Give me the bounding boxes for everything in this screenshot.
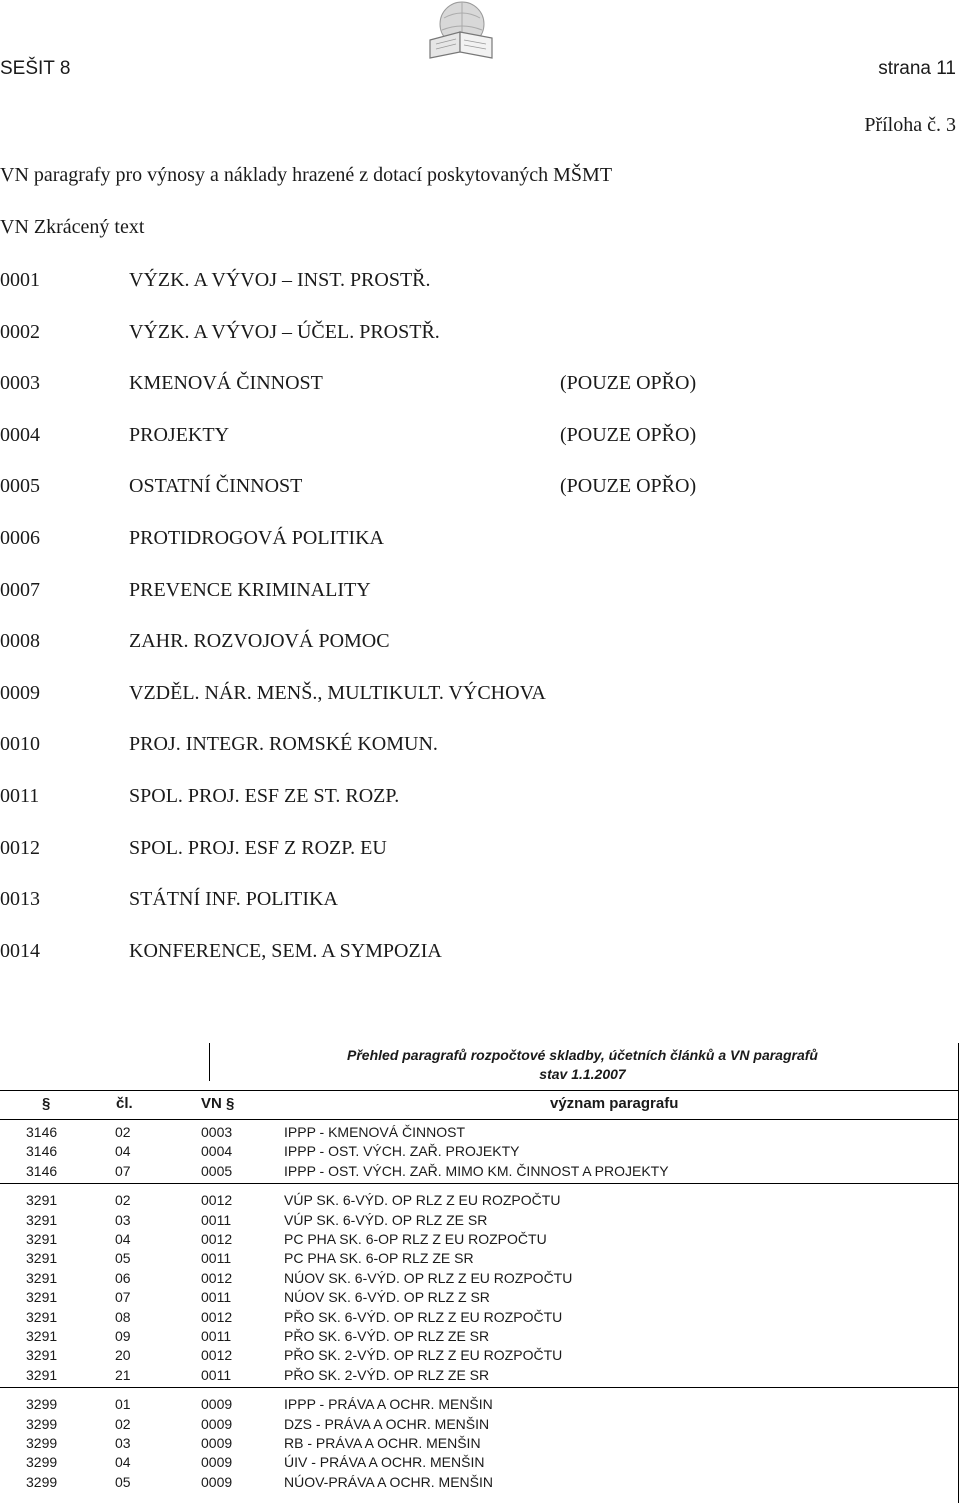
vn-code: 0007	[0, 579, 40, 601]
table-row	[0, 1124, 958, 1143]
vn-cell: 0004	[201, 1143, 233, 1159]
vn-cell: 0012	[201, 1347, 233, 1363]
paragraph-cell: 3291	[26, 1328, 58, 1344]
article-cell: 04	[115, 1231, 131, 1247]
meaning-cell: VÚP SK. 6-VÝD. OP RLZ Z EU ROZPOČTU	[284, 1192, 561, 1208]
table-row	[0, 1474, 958, 1493]
vn-text: PROJ. INTEGR. ROMSKÉ KOMUN.	[129, 733, 438, 755]
vn-cell: 0011	[201, 1328, 232, 1344]
article-cell: 01	[115, 1396, 131, 1412]
paragraph-cell: 3291	[26, 1192, 58, 1208]
vn-code: 0006	[0, 527, 40, 549]
meaning-cell: VÚP SK. 6-VÝD. OP RLZ ZE SR	[284, 1212, 488, 1228]
table-row	[0, 1143, 958, 1162]
vn-cell: 0009	[201, 1474, 233, 1490]
vn-text: VÝZK. A VÝVOJ – ÚČEL. PROSTŘ.	[129, 321, 440, 343]
vn-code: 0011	[0, 785, 40, 807]
article-cell: 03	[115, 1212, 131, 1228]
vn-cell: 0011	[201, 1212, 232, 1228]
table-row	[0, 1454, 958, 1473]
vn-code: 0004	[0, 424, 40, 446]
meaning-cell: ÚIV - PRÁVA A OCHR. MENŠIN	[284, 1454, 485, 1470]
article-cell: 02	[115, 1192, 131, 1208]
header-paragraph: §	[42, 1095, 51, 1112]
vn-text: OSTATNÍ ČINNOST	[129, 475, 303, 497]
vn-code: 0012	[0, 837, 40, 859]
overview-title-line2: stav 1.1.2007	[539, 1066, 626, 1082]
vn-cell: 0003	[201, 1124, 233, 1140]
article-cell: 04	[115, 1454, 131, 1470]
vn-cell: 0009	[201, 1435, 233, 1451]
meaning-cell: IPPP - PRÁVA A OCHR. MENŠIN	[284, 1396, 493, 1412]
vn-cell: 0009	[201, 1416, 233, 1432]
group-separator	[0, 1183, 958, 1184]
vn-code: 0010	[0, 733, 40, 755]
vn-code: 0013	[0, 888, 40, 910]
row-separator	[0, 1119, 958, 1120]
vn-text: VÝZK. A VÝVOJ – INST. PROSTŘ.	[129, 269, 431, 291]
booklet-number: SEŠIT 8	[0, 58, 71, 79]
paragraph-cell: 3291	[26, 1250, 58, 1266]
meaning-cell: IPPP - KMENOVÁ ČINNOST	[284, 1124, 465, 1140]
article-cell: 07	[115, 1163, 131, 1179]
paragraph-cell: 3299	[26, 1474, 58, 1490]
table-row	[0, 1289, 958, 1308]
table-row	[0, 1367, 958, 1386]
article-cell: 04	[115, 1143, 131, 1159]
vn-text: STÁTNÍ INF. POLITIKA	[129, 888, 338, 910]
article-cell: 02	[115, 1416, 131, 1432]
vn-text: PROJEKTY	[129, 424, 230, 446]
book-logo-icon	[422, 0, 500, 60]
vn-code: 0014	[0, 940, 40, 962]
vn-text: VZDĚL. NÁR. MENŠ., MULTIKULT. VÝCHOVA	[129, 682, 546, 704]
article-cell: 05	[115, 1250, 131, 1266]
table-row	[0, 1192, 958, 1211]
table-row	[0, 1231, 958, 1250]
vn-text: SPOL. PROJ. ESF ZE ST. ROZP.	[129, 785, 400, 807]
header-meaning: význam paragrafu	[550, 1095, 679, 1112]
header-vn: VN §	[201, 1095, 235, 1112]
paragraph-cell: 3299	[26, 1416, 58, 1432]
article-cell: 03	[115, 1435, 131, 1451]
article-cell: 05	[115, 1474, 131, 1490]
vn-text: KONFERENCE, SEM. A SYMPOZIA	[129, 940, 442, 962]
vn-cell: 0012	[201, 1231, 233, 1247]
table-row	[0, 1435, 958, 1454]
vn-text: KMENOVÁ ČINNOST	[129, 372, 323, 394]
vn-cell: 0012	[201, 1270, 233, 1286]
meaning-cell: PŘO SK. 6-VÝD. OP RLZ ZE SR	[284, 1328, 490, 1344]
vn-cell: 0009	[201, 1396, 233, 1412]
vn-code: 0001	[0, 269, 40, 291]
table-row	[0, 1396, 958, 1415]
paragraph-cell: 3291	[26, 1289, 58, 1305]
vn-cell: 0011	[201, 1289, 232, 1305]
table-row	[0, 1416, 958, 1435]
article-cell: 07	[115, 1289, 131, 1305]
table-row	[0, 1250, 958, 1269]
vn-code: 0005	[0, 475, 40, 497]
paragraph-cell: 3299	[26, 1454, 58, 1470]
meaning-cell: PC PHA SK. 6-OP RLZ ZE SR	[284, 1250, 474, 1266]
table-row	[0, 1212, 958, 1231]
vn-code: 0002	[0, 321, 40, 343]
meaning-cell: NÚOV-PRÁVA A OCHR. MENŠIN	[284, 1474, 494, 1490]
vn-note: (POUZE OPŘO)	[560, 475, 697, 497]
paragraph-cell: 3291	[26, 1212, 58, 1228]
meaning-cell: PŘO SK. 2-VÝD. OP RLZ ZE SR	[284, 1367, 490, 1383]
meaning-cell: PŘO SK. 6-VÝD. OP RLZ Z EU ROZPOČTU	[284, 1309, 563, 1325]
meaning-cell: NÚOV SK. 6-VÝD. OP RLZ Z SR	[284, 1289, 490, 1305]
paragraph-cell: 3291	[26, 1270, 58, 1286]
group-separator	[0, 1387, 958, 1388]
meaning-cell: IPPP - OST. VÝCH. ZAŘ. MIMO KM. ČINNOST A PROJEKTY	[284, 1163, 669, 1179]
vn-text: ZAHR. ROZVOJOVÁ POMOC	[129, 630, 390, 652]
paragraph-cell: 3146	[26, 1163, 58, 1179]
table-row	[0, 1270, 958, 1289]
paragraph-cell: 3146	[26, 1143, 58, 1159]
meaning-cell: DZS - PRÁVA A OCHR. MENŠIN	[284, 1416, 490, 1432]
vn-cell: 0009	[201, 1454, 233, 1470]
list-header: VN Zkrácený text	[0, 216, 145, 238]
vn-code: 0008	[0, 630, 40, 652]
vn-cell: 0011	[201, 1250, 232, 1266]
vn-cell: 0011	[201, 1367, 232, 1383]
overview-header-row	[0, 1095, 958, 1117]
paragraph-cell: 3299	[26, 1435, 58, 1451]
article-cell: 02	[115, 1124, 131, 1140]
paragraph-cell: 3146	[26, 1124, 58, 1140]
page-number: strana 11	[878, 58, 956, 79]
table-row	[0, 1163, 958, 1182]
table-row	[0, 1309, 958, 1328]
vn-cell: 0012	[201, 1309, 233, 1325]
meaning-cell: PC PHA SK. 6-OP RLZ Z EU ROZPOČTU	[284, 1231, 547, 1247]
meaning-cell: NÚOV SK. 6-VÝD. OP RLZ Z EU ROZPOČTU	[284, 1270, 573, 1286]
table-row	[0, 1347, 958, 1366]
meaning-cell: PŘO SK. 2-VÝD. OP RLZ Z EU ROZPOČTU	[284, 1347, 563, 1363]
vn-code: 0009	[0, 682, 40, 704]
page-title: VN paragrafy pro výnosy a náklady hrazené z dotací poskytovaných MŠMT	[0, 164, 613, 186]
paragraph-cell: 3291	[26, 1309, 58, 1325]
vn-cell: 0005	[201, 1163, 233, 1179]
paragraph-cell: 3299	[26, 1396, 58, 1412]
article-cell: 08	[115, 1309, 131, 1325]
article-cell: 09	[115, 1328, 131, 1344]
overview-title-line1: Přehled paragrafů rozpočtové skladby, účetních článků a VN paragrafů	[347, 1047, 818, 1063]
meaning-cell: IPPP - OST. VÝCH. ZAŘ. PROJEKTY	[284, 1143, 520, 1159]
paragraph-cell: 3291	[26, 1347, 58, 1363]
article-cell: 21	[115, 1367, 131, 1383]
article-cell: 20	[115, 1347, 131, 1363]
annex-label: Příloha č. 3	[864, 114, 956, 136]
vn-text: PROTIDROGOVÁ POLITIKA	[129, 527, 384, 549]
paragraph-cell: 3291	[26, 1231, 58, 1247]
vn-text: SPOL. PROJ. ESF Z ROZP. EU	[129, 837, 387, 859]
article-cell: 06	[115, 1270, 131, 1286]
vn-text: PREVENCE KRIMINALITY	[129, 579, 371, 601]
vn-note: (POUZE OPŘO)	[560, 424, 697, 446]
table-row	[0, 1328, 958, 1347]
vn-cell: 0012	[201, 1192, 233, 1208]
paragraph-cell: 3291	[26, 1367, 58, 1383]
header-article: čl.	[116, 1095, 133, 1112]
overview-title	[210, 1046, 955, 1084]
vn-note: (POUZE OPŘO)	[560, 372, 697, 394]
meaning-cell: RB - PRÁVA A OCHR. MENŠIN	[284, 1435, 481, 1451]
vn-code: 0003	[0, 372, 40, 394]
